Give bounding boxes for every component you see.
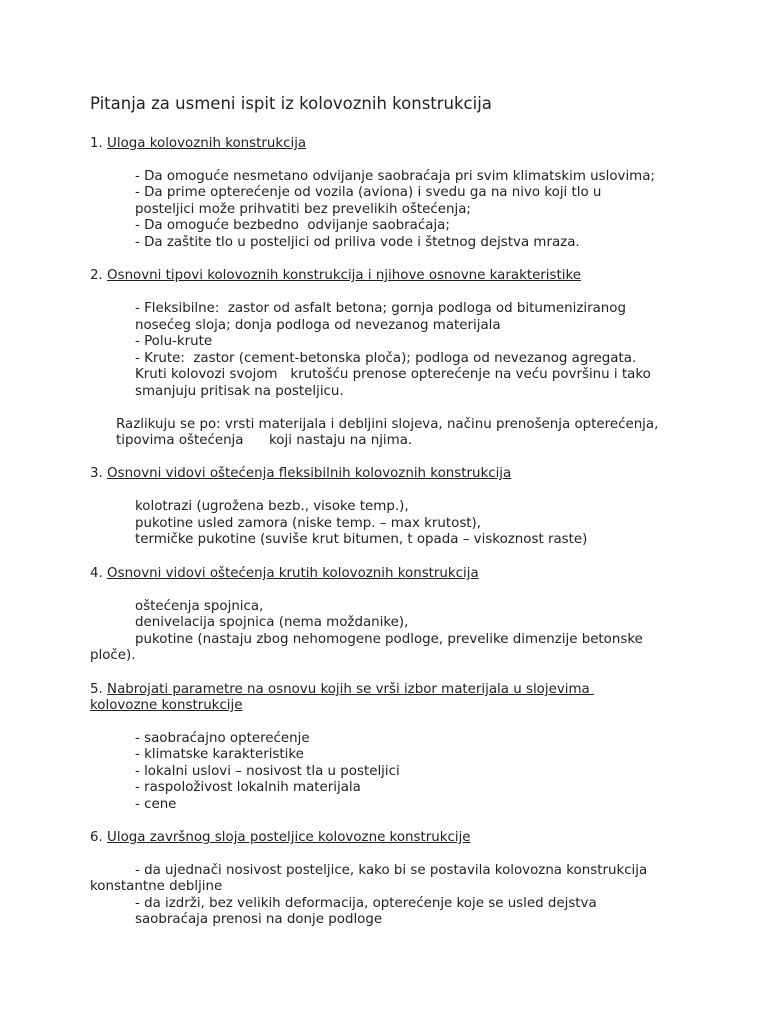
question-title: Uloga završnog sloja posteljice kolovozne konstrukcije <box>107 830 471 845</box>
answer-line: - Da prime opterećenje od vozila (aviona) i svedu ga na nivo koji tlo u <box>135 185 602 200</box>
question-number: 6. <box>90 830 108 845</box>
answer-line: posteljici može prihvatiti bez prevelikih oštećenja; <box>135 202 471 217</box>
note-line: Razlikuju se po: vrsti materijala i debljini slojeva, načinu prenošenja opterećenja, <box>116 417 659 432</box>
question-title: Osnovni tipovi kolovoznih konstrukcija i njihove osnovne karakteristike <box>107 268 581 283</box>
question-5-heading <box>90 681 594 698</box>
answer-line: nosećeg sloja; donja podloga od nevezanog materijala <box>135 318 501 333</box>
question-number: 2. <box>90 268 108 283</box>
question-title-continued: kolovozne konstrukcije <box>90 698 243 713</box>
answer-line: - Da omoguće bezbedno odvijanje saobraćaja; <box>135 218 450 233</box>
answer-line: - saobraćajno opterećenje <box>135 731 310 746</box>
question-number: 3. <box>90 466 108 481</box>
answer-line: - da ujednači nosivost posteljice, kako bi se postavila kolovozna konstrukcija <box>135 863 648 878</box>
question-6-heading <box>90 829 471 846</box>
answer-line-wrap: ploče). <box>90 648 136 663</box>
question-title: Osnovni vidovi oštećenja fleksibilnih kolovoznih konstrukcija <box>107 466 512 481</box>
question-number: 4. <box>90 566 108 581</box>
note-line: tipovima oštećenja koji nastaju na njima. <box>116 433 413 448</box>
answer-line: - Krute: zastor (cement-betonska ploča); podloga od nevezanog agregata. <box>135 351 637 366</box>
question-2-heading <box>90 267 581 284</box>
question-4-heading <box>90 565 479 582</box>
answer-line: smanjuju pritisak na posteljicu. <box>135 384 344 399</box>
answer-line-wrap: konstantne debljine <box>90 879 223 894</box>
answer-line: kolotrazi (ugrožena bezb., visoke temp.), <box>135 499 409 514</box>
question-title: Uloga kolovoznih konstrukcija <box>107 136 307 151</box>
answer-line: - lokalni uslovi – nosivost tla u posteljici <box>135 764 400 779</box>
answer-line: - cene <box>135 797 177 812</box>
answer-line: - klimatske karakteristike <box>135 747 304 762</box>
answer-line: saobraćaja prenosi na donje podloge <box>135 912 383 927</box>
answer-line: - Da zaštite tlo u posteljici od priliva vode i štetnog dejstva mraza. <box>135 235 580 250</box>
question-title: Osnovni vidovi oštećenja krutih kolovoznih konstrukcija <box>107 566 479 581</box>
answer-line: - Fleksibilne: zastor od asfalt betona; gornja podloga od bitumeniziranog <box>135 301 626 316</box>
answer-line: pukotine (nastaju zbog nehomogene podloge, prevelike dimenzije betonske <box>135 632 643 647</box>
answer-line: - raspoloživost lokalnih materijala <box>135 780 361 795</box>
question-title: Nabrojati parametre na osnovu kojih se vrši izbor materijala u slojevima <box>107 682 594 697</box>
answer-line: denivelacija spojnica (nema moždanike), <box>135 615 409 630</box>
answer-line: oštećenja spojnica, <box>135 599 264 614</box>
question-number: 1. <box>90 136 108 151</box>
document-title: Pitanja za usmeni ispit iz kolovoznih konstrukcija <box>90 94 492 113</box>
answer-line: pukotine usled zamora (niske temp. – max krutost), <box>135 516 482 531</box>
answer-line: termičke pukotine (suviše krut bitumen, t opada – viskoznost raste) <box>135 532 588 547</box>
answer-line: - Da omoguće nesmetano odvijanje saobraćaja pri svim klimatskim uslovima; <box>135 169 655 184</box>
question-1-heading <box>90 135 306 152</box>
answer-line: - Polu-krute <box>135 334 213 349</box>
answer-line: - da izdrži, bez velikih deformacija, opterećenje koje se usled dejstva <box>135 896 597 911</box>
question-3-heading <box>90 465 511 482</box>
question-number: 5. <box>90 682 108 697</box>
answer-line: Kruti kolovozi svojom krutošću prenose opterećenje na veću površinu i tako <box>135 367 651 382</box>
